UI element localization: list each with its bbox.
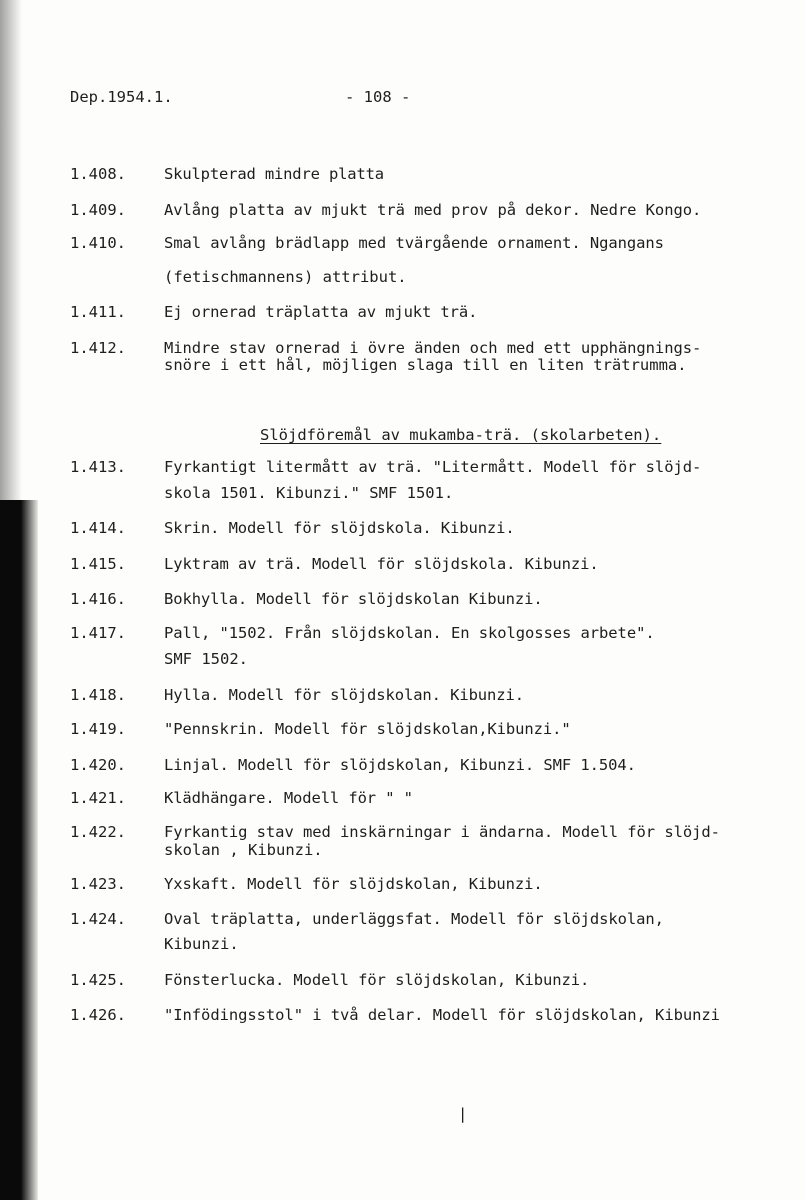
entry-number: 1.424. (70, 910, 126, 928)
entry-text: Pall, "1502. Från slöjdskolan. En skolgosses arbete". (164, 624, 655, 642)
entry-text: Smal avlång brädlapp med tvärgående ornament. Ngangans (164, 234, 664, 252)
entry-text: Fyrkantig stav med inskärningar i ändarna. Modell för slöjd- (164, 823, 720, 841)
entry-text: "Pennskrin. Modell för slöjdskolan,Kibunzi." (164, 720, 571, 738)
entry-number: 1.414. (70, 519, 126, 537)
entry-number: 1.423. (70, 875, 126, 893)
entry-text: Lyktram av trä. Modell för slöjdskola. Kibunzi. (164, 555, 599, 573)
entry-number: 1.419. (70, 720, 126, 738)
entry-text: Ej ornerad träplatta av mjukt trä. (164, 303, 478, 321)
entry-text: Bokhylla. Modell för slöjdskolan Kibunzi. (164, 590, 543, 608)
entry-text-continued: skolan , Kibunzi. (164, 841, 323, 859)
entry-text-continued: (fetischmannens) attribut. (164, 268, 407, 286)
entry-number: 1.425. (70, 971, 126, 989)
entry-number: 1.413. (70, 458, 126, 476)
entry-text-continued: Kibunzi. (164, 935, 239, 953)
entry-text: Linjal. Modell för slöjdskolan, Kibunzi. SMF 1.504. (164, 756, 636, 774)
page-number: - 108 - (345, 88, 411, 106)
section-heading: Slöjdföremål av mukamba-trä. (skolarbeten). (260, 426, 662, 444)
scan-edge-shadow (0, 0, 22, 500)
entry-text: Oval träplatta, underläggsfat. Modell för slöjdskolan, (164, 910, 664, 928)
entry-text-continued: SMF 1502. (164, 650, 248, 668)
entry-number: 1.410. (70, 234, 126, 252)
entry-text: Yxskaft. Modell för slöjdskolan, Kibunzi. (164, 875, 543, 893)
entry-number: 1.426. (70, 1006, 126, 1024)
entry-number: 1.418. (70, 686, 126, 704)
entry-text-continued: snöre i ett hål, möjligen slaga till en liten trätrumma. (164, 356, 687, 374)
entry-text: Fönsterlucka. Modell för slöjdskolan, Kibunzi. (164, 971, 590, 989)
entry-number: 1.420. (70, 756, 126, 774)
entry-number: 1.412. (70, 339, 126, 357)
entry-number: 1.417. (70, 624, 126, 642)
entry-text: Hylla. Modell för slöjdskolan. Kibunzi. (164, 686, 524, 704)
entry-number: 1.411. (70, 303, 126, 321)
entry-number: 1.408. (70, 165, 126, 183)
entry-text: Fyrkantigt litermått av trä. "Litermått. Modell för slöjd- (164, 458, 702, 476)
entry-text-continued: skola 1501. Kibunzi." SMF 1501. (164, 484, 454, 502)
scan-edge-bar (0, 500, 38, 1200)
entry-number: 1.416. (70, 590, 126, 608)
entry-text: Mindre stav ornerad i övre änden och med ett upphängnings- (164, 339, 702, 357)
dep-reference: Dep.1954.1. (70, 88, 173, 106)
entry-text: "Infödingsstol" i två delar. Modell för slöjdskolan, Kibunzi (164, 1006, 720, 1024)
entry-number: 1.415. (70, 555, 126, 573)
pencil-mark: | (458, 1105, 468, 1123)
entry-number: 1.422. (70, 823, 126, 841)
entry-number: 1.421. (70, 789, 126, 807)
entry-text: Skrin. Modell för slöjdskola. Kibunzi. (164, 519, 515, 537)
entry-text: Klädhängare. Modell för " " (164, 789, 413, 807)
entry-number: 1.409. (70, 201, 126, 219)
entry-text: Avlång platta av mjukt trä med prov på dekor. Nedre Kongo. (164, 201, 702, 219)
entry-text: Skulpterad mindre platta (164, 165, 384, 183)
